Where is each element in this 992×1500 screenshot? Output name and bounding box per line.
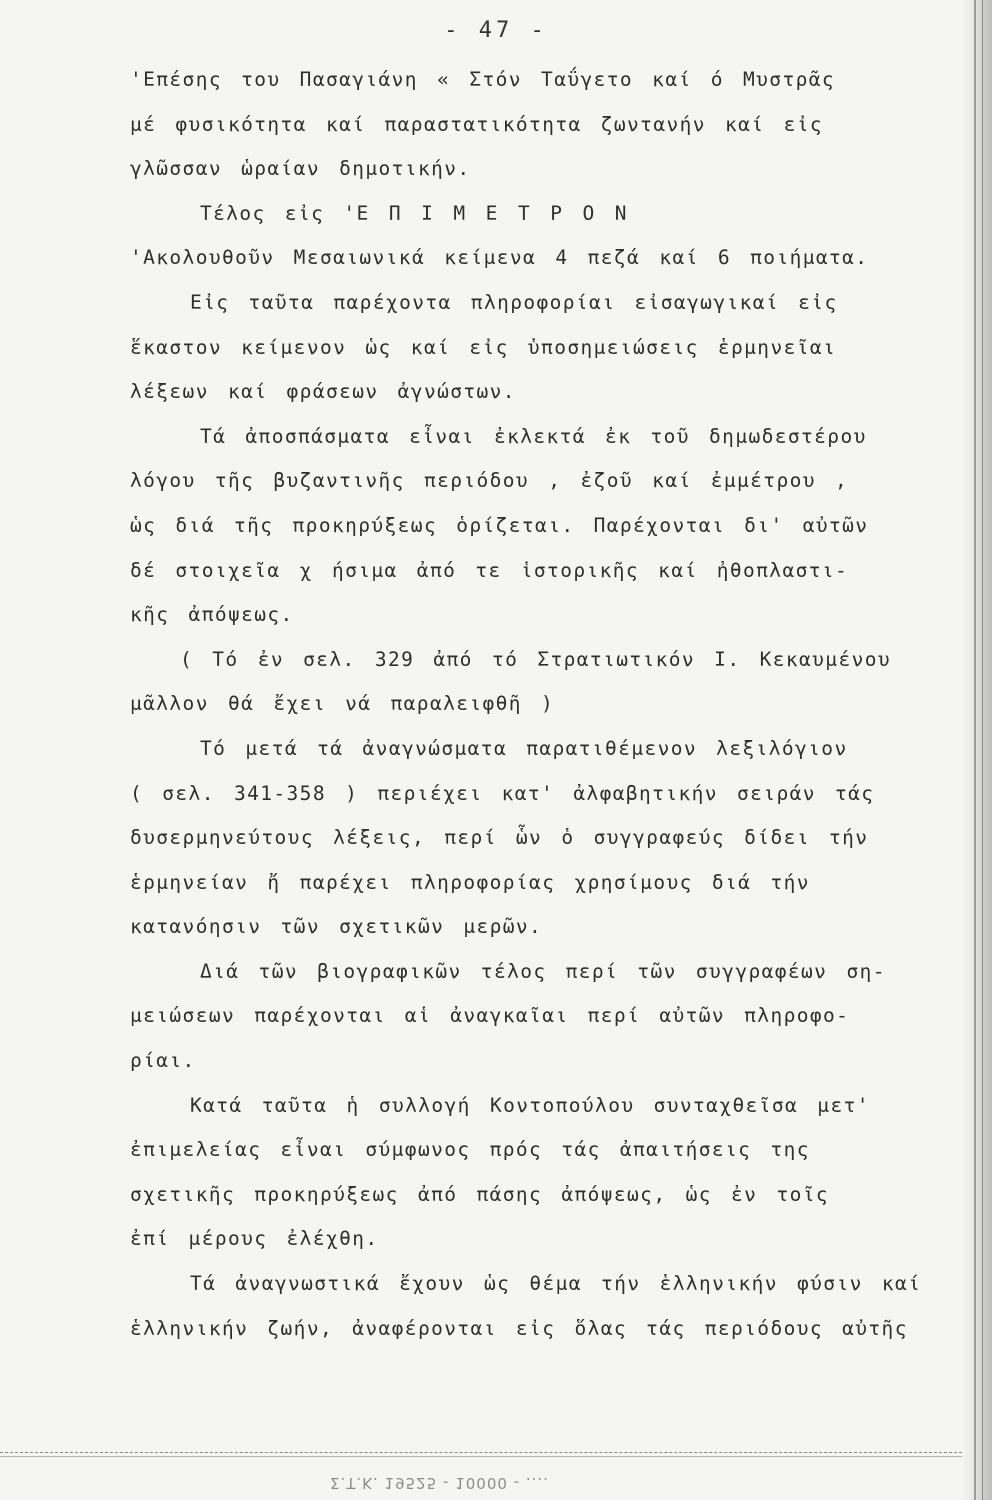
text-line: ( σελ. 341-358 ) περιέχει κατ' ἀλφαβητικήν σειράν τάς — [130, 781, 875, 805]
text-line: ἐπιμελείας εἶναι σύμφωνος πρός τάς ἀπαιτήσεις της — [130, 1138, 810, 1162]
text-line: 'Ακολουθοῦν Μεσαιωνικά κείμενα 4 πεζά καί 6 ποιήματα. — [130, 246, 869, 270]
text-line: ἑλληνικήν ζωήν, ἀναφέρονται εἰς ὅλας τάς περιόδους αὐτῆς — [130, 1316, 908, 1340]
text-line: ὡς διά τῆς προκηρύξεως ὁρίζεται. Παρέχονται δι' αὐτῶν — [130, 513, 869, 537]
text-line: λέξεων καί φράσεων ἀγνώστων. — [130, 380, 516, 404]
typed-body-text — [130, 58, 935, 1351]
text-line: λόγου τῆς βυζαντινῆς περιόδου , ἐζοῦ καί ἐμμέτρου , — [130, 469, 849, 493]
printer-imprint: Σ.Τ.Κ. 19525 - 10000 - .... — [330, 1474, 549, 1492]
text-line: ἐπί μέρους ἐλέχθη. — [130, 1227, 379, 1251]
text-line: σχετικῆς προκηρύξεως ἀπό πάσης ἀπόψεως, ὡς ἐν τοῖς — [130, 1182, 829, 1206]
footer-divider — [0, 1456, 962, 1458]
page-number: - 47 - — [444, 18, 548, 43]
text-line: ( Τό ἐν σελ. 329 ἀπό τό Στρατιωτικόν Ι. Κεκαυμένου — [180, 647, 891, 671]
text-line: Τέλος εἰς 'Ε Π Ι Μ Ε Τ Ρ Ο Ν — [200, 201, 628, 225]
text-line: Κατά ταῦτα ἡ συλλογή Κοντοπούλου συνταχθεῖσα μετ' — [190, 1093, 870, 1117]
text-line: Εἰς ταῦτα παρέχοντα πληροφορίαι εἰσαγωγικαί εἰς — [190, 290, 838, 314]
text-line: ρίαι. — [130, 1049, 196, 1073]
text-line: Διά τῶν βιογραφικῶν τέλος περί τῶν συγγραφέων ση- — [200, 959, 886, 983]
text-line: δέ στοιχεῖα χ ήσιμα ἀπό τε ἱστορικῆς καί ἠθοπλαστι- — [130, 558, 849, 582]
text-line: γλῶσσαν ὡραίαν δημοτικήν. — [130, 157, 471, 181]
text-line: ἑρμηνείαν ἤ παρέχει πληροφορίας χρησίμους διά τήν — [130, 870, 810, 894]
text-line: Τά ἀποσπάσματα εἶναι ἐκλεκτά ἐκ τοῦ δημωδεστέρου — [200, 424, 867, 448]
binding-edge — [962, 0, 992, 1500]
text-line: Τό μετά τά ἀναγνώσματα παρατιθέμενον λεξιλόγιον — [200, 736, 848, 760]
text-line: ἕκαστον κείμενον ὡς καί εἰς ὑποσημειώσεις ἑρμηνεῖαι — [130, 335, 837, 359]
text-line: 'Επέσης του Πασαγιάνη « Στόν Ταΰγετο καί ό Μυστρᾶς — [130, 68, 835, 91]
text-line: μᾶλλον θά ἔχει νά παραλειφθῆ ) — [130, 692, 555, 716]
text-line: Τά ἀναγνωστικά ἔχουν ὡς θέμα τήν ἑλληνικήν φύσιν καί — [190, 1272, 922, 1296]
text-line: μέ φυσικότητα καί παραστατικότητα ζωντανήν καί εἰς — [130, 112, 823, 136]
text-line: κατανόησιν τῶν σχετικῶν μερῶν. — [130, 915, 543, 939]
footer-divider — [0, 1452, 962, 1454]
text-line: μειώσεων παρέχονται αἱ ἀναγκαῖαι περί αὐτῶν πληροφο- — [130, 1004, 850, 1028]
text-line: δυσερμηνεύτους λέξεις, περί ὧν ὁ συγγραφεύς δίδει τήν — [130, 826, 869, 850]
text-line: κῆς ἀπόψεως. — [130, 603, 294, 627]
